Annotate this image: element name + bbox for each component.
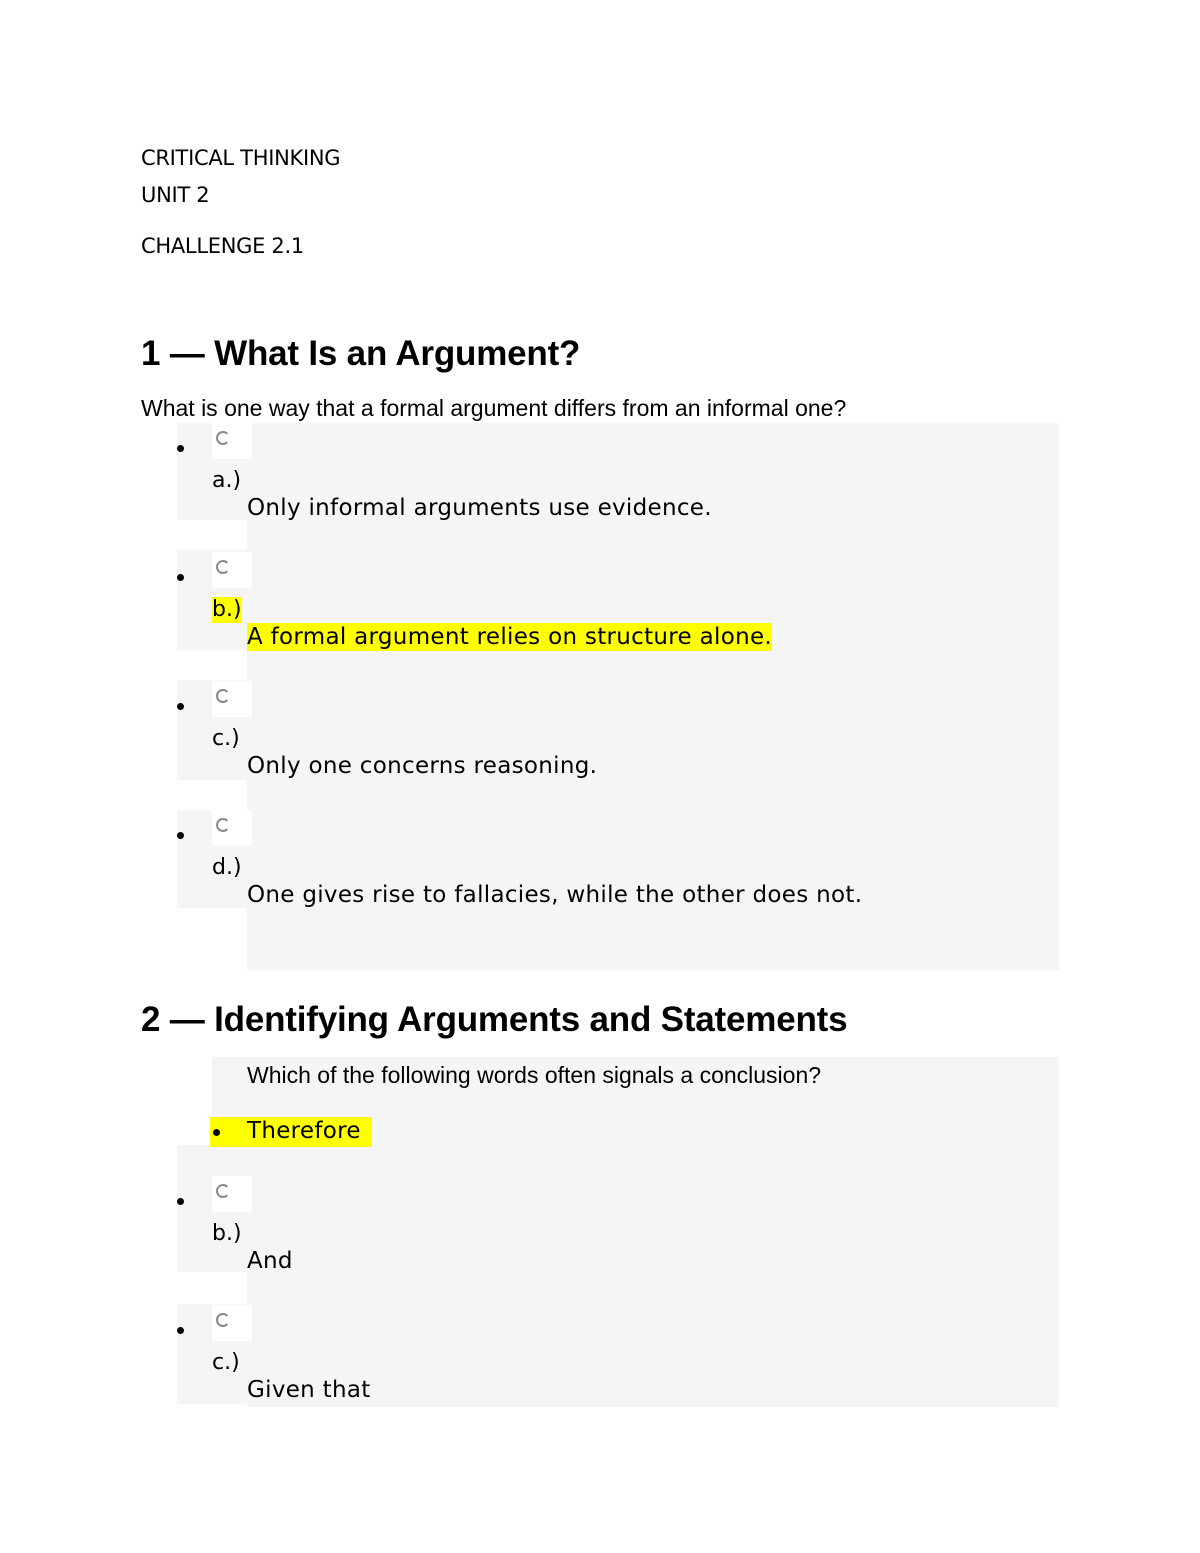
q1-option-b-radio[interactable] xyxy=(212,552,252,588)
option-letter: c.) xyxy=(212,726,240,751)
radio-icon xyxy=(216,689,230,703)
option-text: And xyxy=(247,1248,293,1274)
question-2-answer-panel xyxy=(177,1145,1059,1407)
bullet xyxy=(177,703,184,710)
bullet xyxy=(213,1129,220,1136)
radio-icon xyxy=(216,431,230,445)
q1-option-d-radio[interactable] xyxy=(212,810,252,846)
radio-icon xyxy=(216,1313,230,1327)
question-2-title: 2 — Identifying Arguments and Statements xyxy=(141,1000,848,1039)
option-text: One gives rise to fallacies, while the other does not. xyxy=(247,882,863,908)
q1-option-c-radio[interactable] xyxy=(212,681,252,717)
q1-option-a-radio[interactable] xyxy=(212,423,252,459)
q2-option-b-radio[interactable] xyxy=(212,1176,252,1212)
option-letter: c.) xyxy=(212,1350,240,1375)
question-1-title: 1 — What Is an Argument? xyxy=(141,334,581,373)
radio-icon xyxy=(216,560,230,574)
unit-label: UNIT 2 xyxy=(141,183,210,207)
challenge-label: CHALLENGE 2.1 xyxy=(141,234,304,258)
q2-selected-answer[interactable] xyxy=(210,1117,372,1147)
q2-option-c-radio[interactable] xyxy=(212,1305,252,1341)
bullet xyxy=(177,1198,184,1205)
option-text-highlighted: A formal argument relies on structure alone. xyxy=(247,624,773,650)
option-letter: a.) xyxy=(212,468,242,493)
bullet xyxy=(177,1327,184,1334)
selected-answer-text: Therefore xyxy=(247,1118,361,1144)
radio-icon xyxy=(216,1184,230,1198)
question-2-prompt: Which of the following words often signals a conclusion? xyxy=(247,1062,822,1088)
question-1-prompt: What is one way that a formal argument differs from an informal one? xyxy=(141,395,847,421)
option-text: Only one concerns reasoning. xyxy=(247,753,598,779)
bullet xyxy=(177,445,184,452)
course-title: CRITICAL THINKING xyxy=(141,146,341,170)
option-text: Only informal arguments use evidence. xyxy=(247,495,712,521)
option-text: Given that xyxy=(247,1377,371,1403)
option-letter: d.) xyxy=(212,855,242,880)
bullet xyxy=(177,574,184,581)
option-letter: b.) xyxy=(212,597,242,622)
option-letter: b.) xyxy=(212,1221,242,1246)
radio-icon xyxy=(216,818,230,832)
bullet xyxy=(177,832,184,839)
